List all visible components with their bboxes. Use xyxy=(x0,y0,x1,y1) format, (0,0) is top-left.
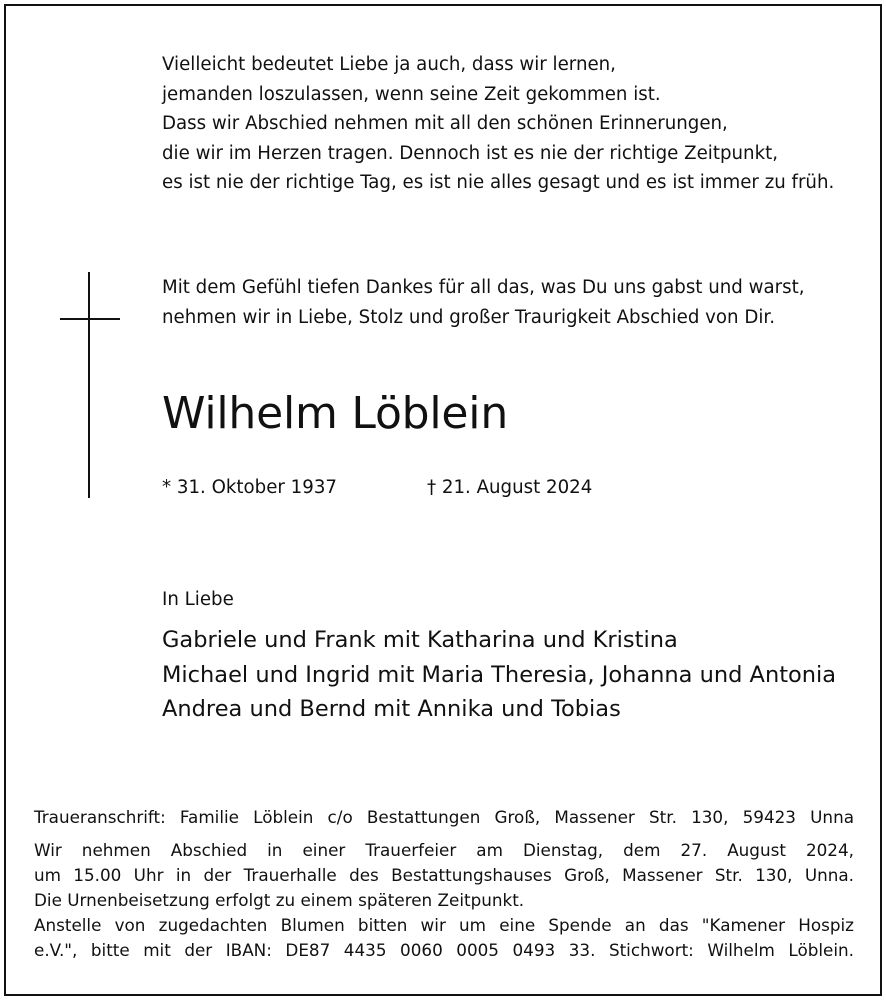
donation-line: Anstelle von zugedachten Blumen bitten wir um eine Spende an das "Kamener Hospiz xyxy=(34,915,854,935)
intro-line: nehmen wir in Liebe, Stolz und großer Traurigkeit Abschied von Dir. xyxy=(162,306,775,328)
donation-line: e.V.", bitte mit der IBAN: DE87 4435 0060 0005 0493 33. Stichwort: Wilhelm Löblein. xyxy=(34,940,854,960)
mourners-heading: In Liebe xyxy=(162,589,234,610)
birth-date: * 31. Oktober 1937 xyxy=(162,477,337,498)
poem-line: Dass wir Abschied nehmen mit all den schönen Erinnerungen, xyxy=(162,113,728,134)
intro-line: Mit dem Gefühl tiefen Dankes für all das, was Du uns gabst und warst, xyxy=(162,277,805,298)
cross-icon-horizontal xyxy=(60,318,120,320)
urn-burial-line: Die Urnenbeisetzung erfolgt zu einem späteren Zeitpunkt. xyxy=(34,890,525,910)
poem xyxy=(162,50,834,198)
mourners-list xyxy=(162,623,836,727)
mourner-family: Gabriele und Frank mit Katharina und Kristina xyxy=(162,627,678,653)
death-date: † 21. August 2024 xyxy=(427,477,593,498)
poem-line: es ist nie der richtige Tag, es ist nie alles gesagt und es ist immer zu früh. xyxy=(162,172,835,193)
deceased-name: Wilhelm Löblein xyxy=(162,388,509,439)
poem-line: jemanden loszulassen, wenn seine Zeit gekommen ist. xyxy=(162,83,661,105)
service-line: um 15.00 Uhr in der Trauerhalle des Bestattungshauses Groß, Massener Str. 130, Unna. xyxy=(34,865,854,885)
poem-line: Vielleicht bedeutet Liebe ja auch, dass wir lernen, xyxy=(162,54,616,75)
mourner-family: Michael und Ingrid mit Maria Theresia, Johanna und Antonia xyxy=(162,661,837,688)
mourner-family: Andrea und Bernd mit Annika und Tobias xyxy=(162,696,621,722)
funeral-address: Traueranschrift: Familie Löblein c/o Bestattungen Groß, Massener Str. 130, 59423 Unna xyxy=(34,807,854,827)
poem-line: die wir im Herzen tragen. Dennoch ist es nie der richtige Zeitpunkt, xyxy=(162,142,779,164)
intro-text xyxy=(162,273,805,332)
footer-info xyxy=(34,805,854,963)
cross-icon-vertical xyxy=(88,272,90,498)
service-line: Wir nehmen Abschied in einer Trauerfeier am Dienstag, dem 27. August 2024, xyxy=(34,840,854,860)
